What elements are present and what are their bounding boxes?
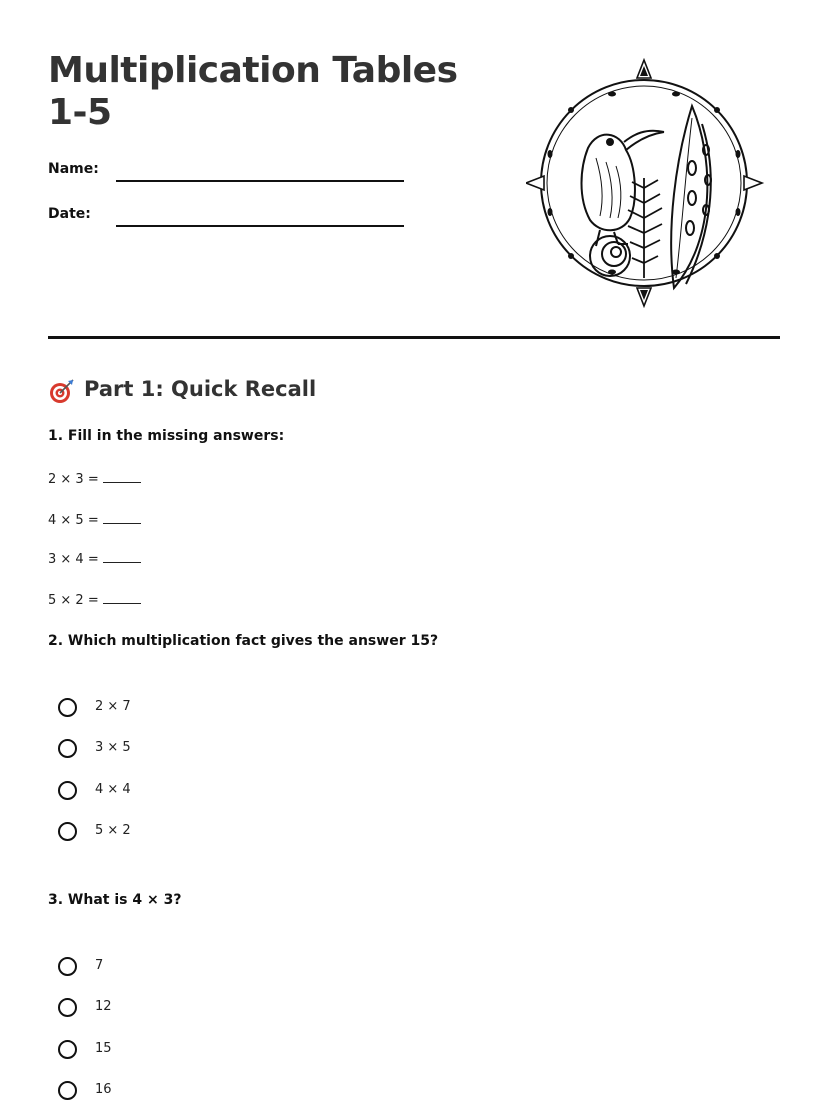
question-2-prompt: 2. Which multiplication fact gives the answer 15? — [48, 633, 439, 649]
worksheet-page — [48, 0, 780, 1118]
radio-button[interactable] — [58, 957, 77, 976]
date-line[interactable] — [116, 225, 404, 227]
answer-blank[interactable] — [103, 470, 141, 483]
fill-item-4[interactable] — [48, 591, 141, 608]
q2-option-1[interactable] — [58, 698, 258, 724]
question-1-prompt: 1. Fill in the missing answers: — [48, 428, 285, 444]
q3-option-3-label: 15 — [95, 1041, 112, 1056]
radio-button[interactable] — [58, 781, 77, 800]
fill-item-4-text: 5 × 2 = — [48, 593, 99, 608]
name-line[interactable] — [116, 180, 404, 182]
fill-item-2-text: 4 × 5 = — [48, 513, 99, 528]
q3-option-4[interactable] — [58, 1081, 258, 1107]
q2-option-2-label: 3 × 5 — [95, 740, 131, 755]
q2-option-4-label: 5 × 2 — [95, 823, 131, 838]
part1-title: Part 1: Quick Recall — [84, 377, 317, 401]
q2-option-1-label: 2 × 7 — [95, 699, 131, 714]
q3-option-3[interactable] — [58, 1040, 258, 1066]
q2-option-2[interactable] — [58, 739, 258, 765]
name-label: Name: — [48, 161, 99, 177]
question-3-prompt: 3. What is 4 × 3? — [48, 892, 182, 908]
date-field[interactable] — [48, 203, 408, 233]
q3-option-2-label: 12 — [95, 999, 112, 1014]
target-dart-icon — [48, 377, 76, 405]
radio-button[interactable] — [58, 998, 77, 1017]
q3-option-1[interactable] — [58, 957, 258, 983]
date-label: Date: — [48, 206, 91, 222]
radio-button[interactable] — [58, 698, 77, 717]
fill-item-1-text: 2 × 3 = — [48, 472, 99, 487]
q3-option-4-label: 16 — [95, 1082, 112, 1097]
q3-option-2[interactable] — [58, 998, 258, 1024]
name-field[interactable] — [48, 158, 408, 188]
radio-button[interactable] — [58, 1081, 77, 1100]
radio-button[interactable] — [58, 822, 77, 841]
answer-blank[interactable] — [103, 591, 141, 604]
q2-option-3-label: 4 × 4 — [95, 782, 131, 797]
answer-blank[interactable] — [103, 511, 141, 524]
fill-item-3[interactable] — [48, 550, 141, 567]
page-title: Multiplication Tables 1-5 — [48, 50, 458, 133]
q2-option-3[interactable] — [58, 781, 258, 807]
header-divider — [48, 336, 780, 339]
answer-blank[interactable] — [103, 550, 141, 563]
kiwi-fern-emblem — [526, 58, 766, 308]
fill-item-2[interactable] — [48, 511, 141, 528]
q3-option-1-label: 7 — [95, 958, 104, 973]
fill-item-3-text: 3 × 4 = — [48, 552, 99, 567]
radio-button[interactable] — [58, 739, 77, 758]
fill-item-1[interactable] — [48, 470, 141, 487]
q2-option-4[interactable] — [58, 822, 258, 848]
radio-button[interactable] — [58, 1040, 77, 1059]
